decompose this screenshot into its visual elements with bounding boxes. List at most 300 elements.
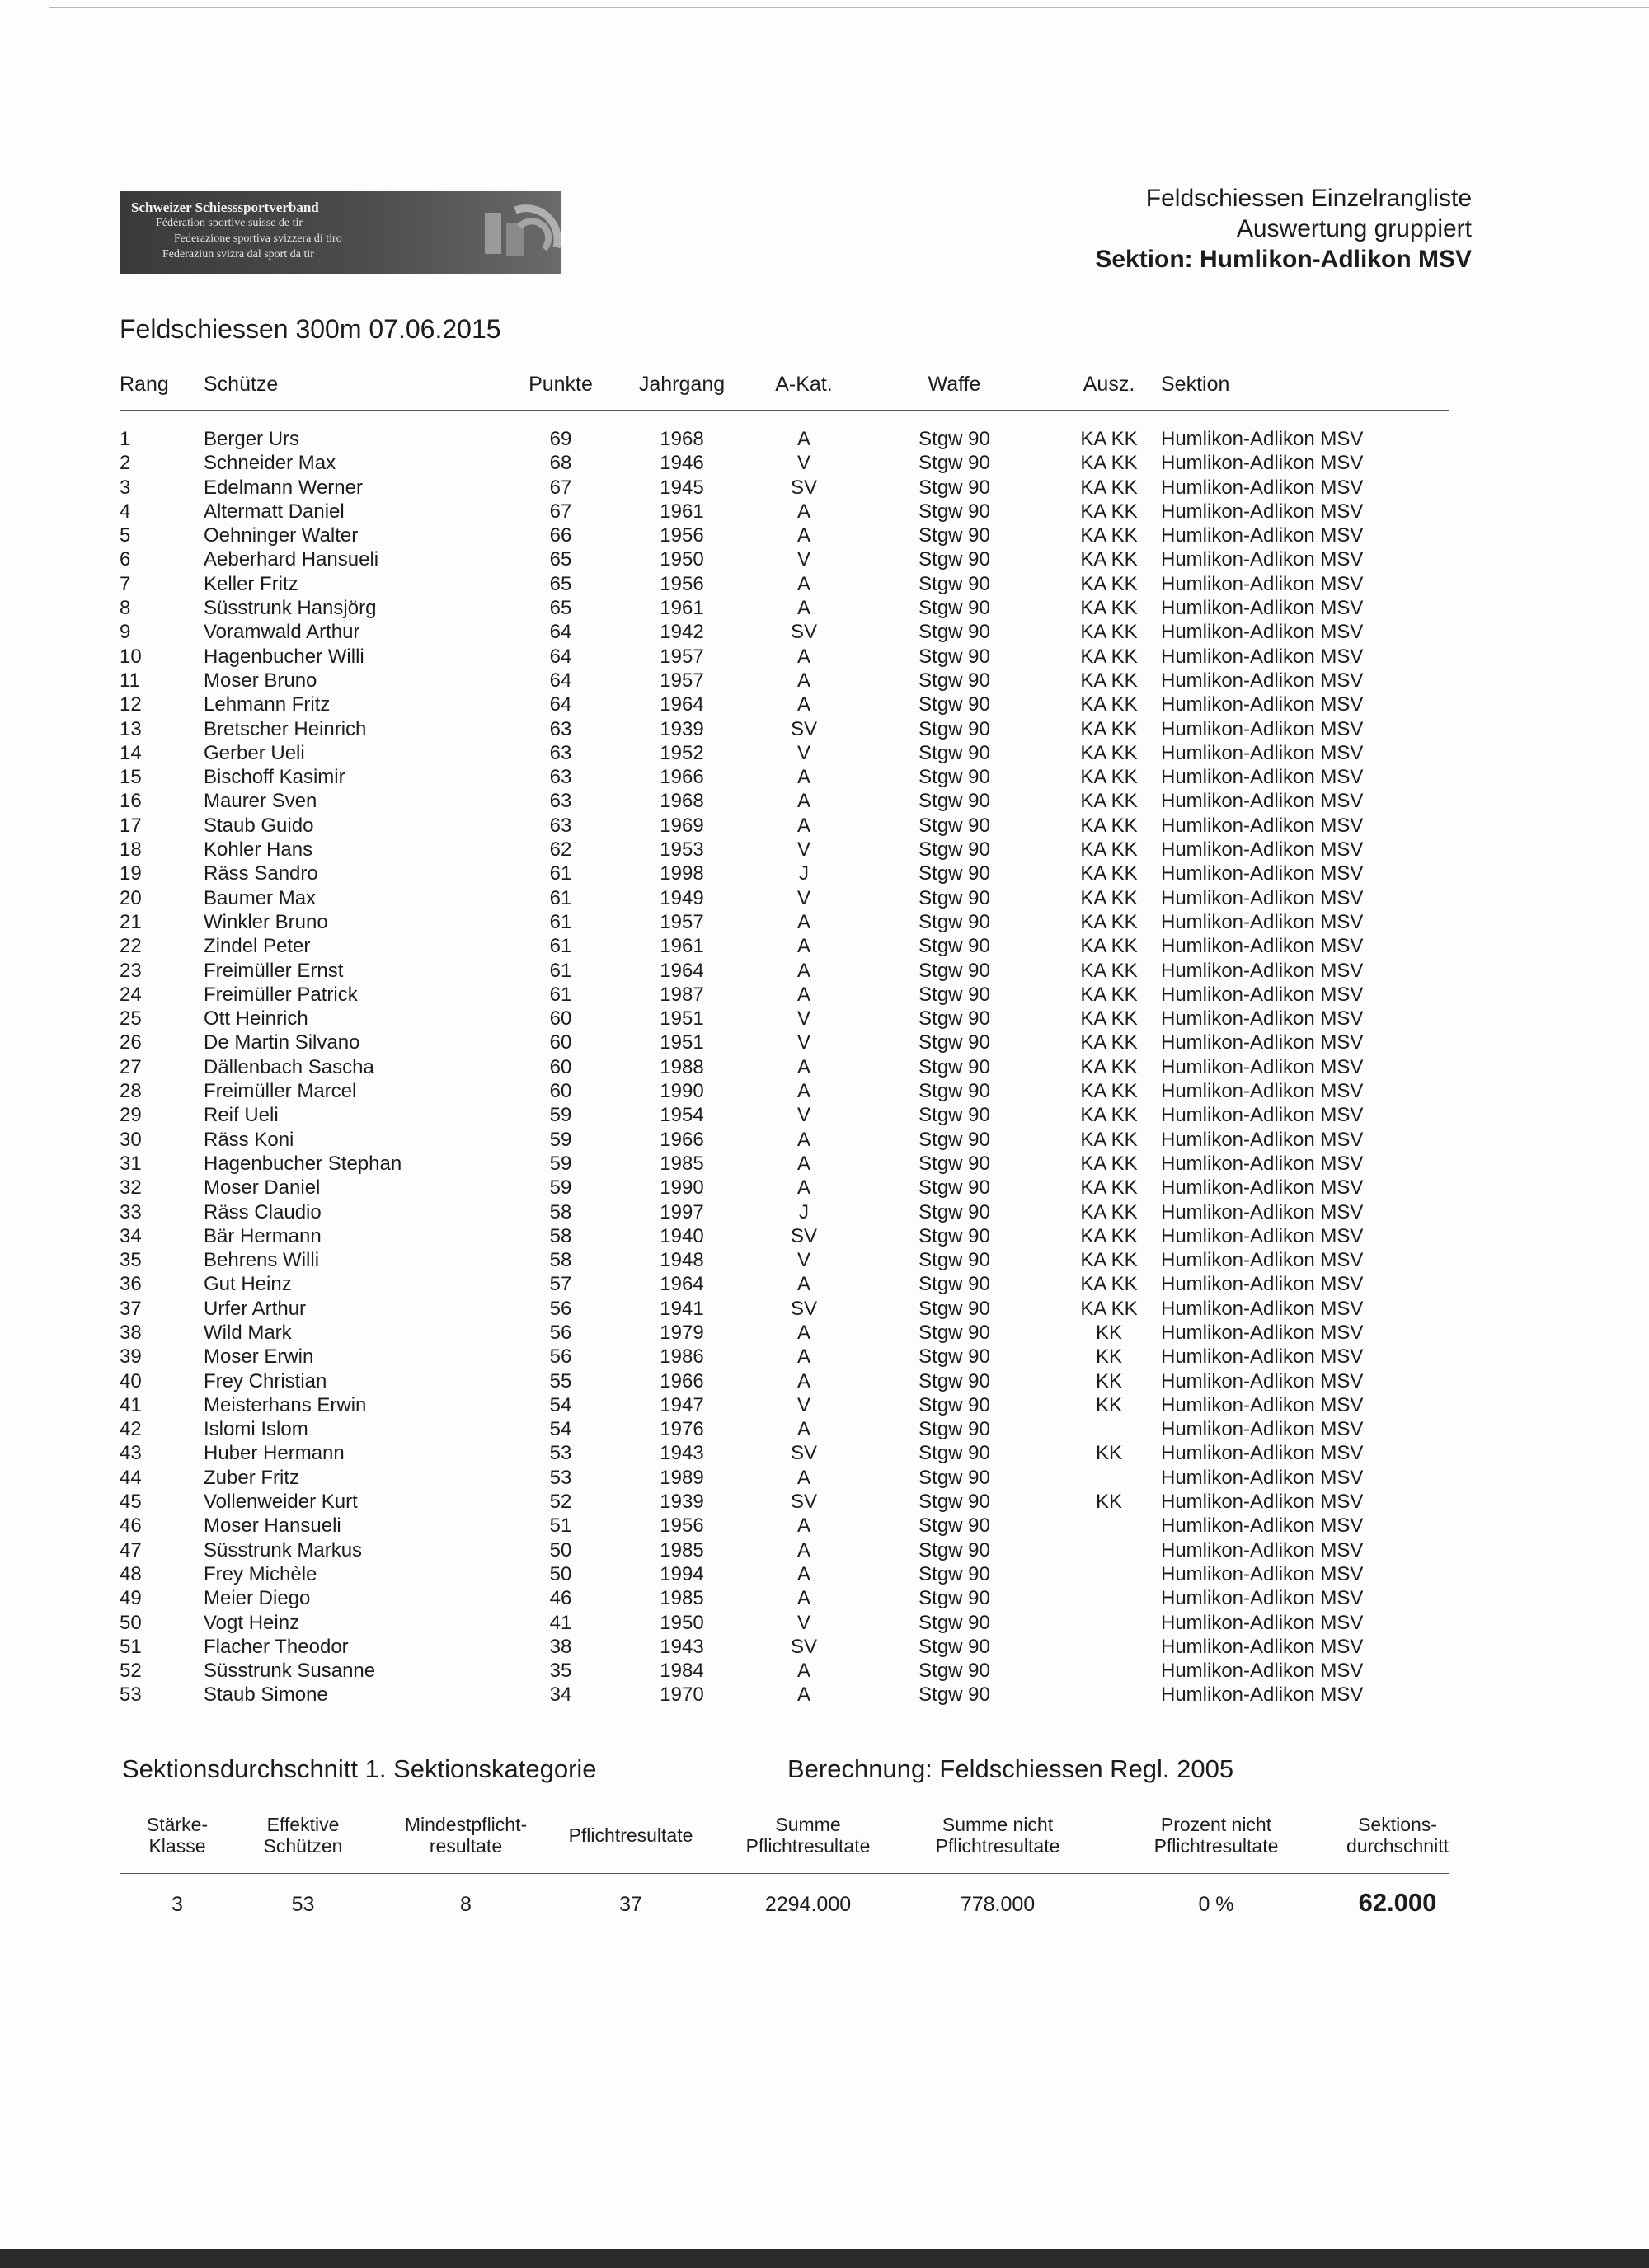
cell-waffe: Stgw 90: [918, 572, 990, 595]
cell-schuetze: Moser Hansueli: [204, 1514, 341, 1538]
cell-schuetze: Berger Urs: [204, 428, 300, 450]
cell-waffe: Stgw 90: [918, 693, 990, 716]
cell-a-kat: A: [796, 1660, 810, 1683]
cell-ausz: KK: [1095, 1321, 1122, 1344]
cell-jahrgang: 1956: [660, 524, 704, 547]
cell-sektion: Humlikon-Adlikon MSV: [1161, 1080, 1364, 1103]
table-row: [0, 934, 1649, 958]
target-emblem-icon: [470, 198, 561, 274]
cell-punkte: 58: [549, 1200, 572, 1223]
cell-rang: 20: [120, 886, 142, 909]
table-row: [0, 1152, 1649, 1176]
federation-logo: [120, 191, 561, 274]
table-row: [0, 1200, 1649, 1224]
cell-schuetze: Meier Diego: [204, 1587, 311, 1610]
cell-waffe: Stgw 90: [918, 741, 990, 764]
cell-ausz: KA KK: [1080, 669, 1138, 692]
cell-waffe: Stgw 90: [918, 790, 990, 813]
cell-sektion: Humlikon-Adlikon MSV: [1161, 1200, 1364, 1223]
table-row: [0, 1103, 1649, 1127]
cell-jahrgang: 1942: [660, 621, 704, 644]
table-row: [0, 765, 1649, 789]
cell-schuetze: Vogt Heinz: [204, 1611, 300, 1634]
cell-a-kat: A: [796, 428, 810, 450]
cell-schuetze: Süsstrunk Markus: [204, 1538, 363, 1561]
cell-rang: 30: [120, 1128, 142, 1151]
cell-punkte: 56: [549, 1345, 572, 1369]
cell-a-kat: A: [796, 814, 810, 837]
cell-ausz: KA KK: [1080, 452, 1138, 475]
cell-rang: 16: [120, 790, 142, 813]
cell-jahrgang: 1994: [660, 1562, 704, 1585]
cell-waffe: Stgw 90: [918, 1055, 990, 1078]
cell-waffe: Stgw 90: [918, 1273, 990, 1296]
cell-sektion: Humlikon-Adlikon MSV: [1161, 1321, 1364, 1344]
cell-rang: 23: [120, 959, 142, 982]
cell-sektion: Humlikon-Adlikon MSV: [1161, 1418, 1364, 1441]
cell-schuetze: Bretscher Heinrich: [204, 717, 367, 740]
cell-rang: 50: [120, 1611, 142, 1634]
cell-sektion: Humlikon-Adlikon MSV: [1161, 428, 1364, 450]
cell-a-kat: A: [796, 524, 810, 547]
cell-jahrgang: 1957: [660, 669, 704, 692]
cell-rang: 53: [120, 1683, 142, 1707]
cell-waffe: Stgw 90: [918, 1562, 990, 1585]
cell-ausz: KA KK: [1080, 935, 1138, 958]
cell-schuetze: Freimüller Marcel: [204, 1080, 357, 1103]
cell-ausz: KK: [1095, 1345, 1122, 1369]
cell-rang: 3: [120, 476, 131, 499]
sum-value-mindest: 8: [460, 1893, 472, 1916]
table-row: [0, 1176, 1649, 1200]
col-header-ausz: Ausz.: [1083, 373, 1135, 396]
cell-rang: 25: [120, 1007, 142, 1031]
cell-schuetze: Hagenbucher Stephan: [204, 1152, 402, 1175]
cell-sektion: Humlikon-Adlikon MSV: [1161, 1128, 1364, 1151]
cell-rang: 42: [120, 1418, 142, 1441]
cell-sektion: Humlikon-Adlikon MSV: [1161, 838, 1364, 862]
cell-schuetze: Meisterhans Erwin: [204, 1393, 367, 1416]
cell-punkte: 60: [549, 1055, 572, 1078]
sum-header-summe-nicht: Summe nicht Pflichtresultate: [935, 1814, 1060, 1857]
cell-sektion: Humlikon-Adlikon MSV: [1161, 862, 1364, 885]
cell-sektion: Humlikon-Adlikon MSV: [1161, 1491, 1364, 1514]
cell-schuetze: Keller Fritz: [204, 572, 298, 595]
cell-punkte: 65: [549, 597, 572, 620]
cell-ausz: KA KK: [1080, 645, 1138, 668]
cell-sektion: Humlikon-Adlikon MSV: [1161, 1369, 1364, 1392]
cell-a-kat: A: [796, 693, 810, 716]
cell-ausz: KA KK: [1080, 1055, 1138, 1078]
cell-a-kat: V: [796, 886, 810, 909]
cell-jahrgang: 1968: [660, 790, 704, 813]
cell-schuetze: Baumer Max: [204, 886, 317, 909]
cell-schuetze: Winkler Bruno: [204, 910, 328, 933]
cell-schuetze: Kohler Hans: [204, 838, 313, 862]
cell-schuetze: Lehmann Fritz: [204, 693, 331, 716]
cell-sektion: Humlikon-Adlikon MSV: [1161, 452, 1364, 475]
cell-rang: 14: [120, 741, 142, 764]
cell-jahrgang: 1988: [660, 1055, 704, 1078]
cell-waffe: Stgw 90: [918, 1514, 990, 1538]
cell-waffe: Stgw 90: [918, 621, 990, 644]
cell-a-kat: A: [796, 790, 810, 813]
cell-punkte: 60: [549, 1007, 572, 1031]
cell-waffe: Stgw 90: [918, 428, 990, 450]
cell-a-kat: SV: [790, 1491, 817, 1514]
cell-a-kat: SV: [790, 717, 817, 740]
cell-jahrgang: 1945: [660, 476, 704, 499]
table-row: [0, 1611, 1649, 1635]
cell-waffe: Stgw 90: [918, 452, 990, 475]
cell-sektion: Humlikon-Adlikon MSV: [1161, 1152, 1364, 1175]
cell-punkte: 63: [549, 717, 572, 740]
cell-a-kat: A: [796, 1683, 810, 1707]
cell-a-kat: A: [796, 1369, 810, 1392]
cell-sektion: Humlikon-Adlikon MSV: [1161, 1273, 1364, 1296]
col-header-schuetze: Schütze: [204, 373, 279, 396]
cell-jahrgang: 1951: [660, 1031, 704, 1054]
cell-a-kat: V: [796, 1104, 810, 1127]
cell-punkte: 58: [549, 1224, 572, 1247]
summary-rule-bottom: [120, 1873, 1449, 1874]
cell-ausz: KA KK: [1080, 597, 1138, 620]
cell-a-kat: A: [796, 1273, 810, 1296]
cell-punkte: 68: [549, 452, 572, 475]
cell-sektion: Humlikon-Adlikon MSV: [1161, 741, 1364, 764]
cell-ausz: KK: [1095, 1369, 1122, 1392]
cell-schuetze: Räss Sandro: [204, 862, 318, 885]
cell-schuetze: Behrens Willi: [204, 1249, 320, 1272]
cell-waffe: Stgw 90: [918, 1128, 990, 1151]
cell-schuetze: Moser Erwin: [204, 1345, 314, 1369]
sum-header-pflicht: Pflichtresultate: [568, 1824, 693, 1846]
cell-punkte: 65: [549, 572, 572, 595]
cell-a-kat: V: [796, 741, 810, 764]
cell-rang: 34: [120, 1224, 142, 1247]
cell-jahrgang: 1953: [660, 838, 704, 862]
cell-punkte: 38: [549, 1635, 572, 1658]
cell-sektion: Humlikon-Adlikon MSV: [1161, 1176, 1364, 1200]
cell-sektion: Humlikon-Adlikon MSV: [1161, 1249, 1364, 1272]
cell-a-kat: SV: [790, 1635, 817, 1658]
cell-ausz: KA KK: [1080, 983, 1138, 1006]
cell-ausz: KA KK: [1080, 1031, 1138, 1054]
cell-punkte: 50: [549, 1562, 572, 1585]
cell-waffe: Stgw 90: [918, 1466, 990, 1489]
sum-header-mindest: Mindestpflicht- resultate: [404, 1814, 528, 1857]
cell-a-kat: A: [796, 1466, 810, 1489]
cell-waffe: Stgw 90: [918, 1176, 990, 1200]
cell-rang: 15: [120, 766, 142, 789]
table-row: [0, 1538, 1649, 1562]
sum-value-staerke: 3: [171, 1893, 183, 1916]
table-row: [0, 1466, 1649, 1490]
cell-punkte: 64: [549, 693, 572, 716]
table-row: [0, 886, 1649, 910]
cell-rang: 44: [120, 1466, 142, 1489]
cell-rang: 6: [120, 548, 131, 571]
cell-punkte: 61: [549, 983, 572, 1006]
cell-ausz: KA KK: [1080, 428, 1138, 450]
cell-jahrgang: 1957: [660, 645, 704, 668]
cell-waffe: Stgw 90: [918, 500, 990, 523]
cell-a-kat: A: [796, 935, 810, 958]
cell-a-kat: A: [796, 910, 810, 933]
cell-waffe: Stgw 90: [918, 1491, 990, 1514]
cell-sektion: Humlikon-Adlikon MSV: [1161, 1514, 1364, 1538]
cell-ausz: KA KK: [1080, 862, 1138, 885]
cell-ausz: KA KK: [1080, 1224, 1138, 1247]
cell-a-kat: A: [796, 1538, 810, 1561]
cell-ausz: KA KK: [1080, 1080, 1138, 1103]
cell-a-kat: A: [796, 983, 810, 1006]
cell-punkte: 58: [549, 1249, 572, 1272]
logo-line-3: Federazione sportiva svizzera di tiro: [174, 232, 342, 245]
table-row: [0, 1128, 1649, 1152]
cell-rang: 13: [120, 717, 142, 740]
table-row: [0, 451, 1649, 475]
cell-rang: 17: [120, 814, 142, 837]
sum-header-summe: Summe Pflichtresultate: [745, 1814, 871, 1857]
cell-rang: 7: [120, 572, 131, 595]
cell-schuetze: Süsstrunk Susanne: [204, 1660, 376, 1683]
cell-a-kat: A: [796, 1514, 810, 1538]
cell-a-kat: SV: [790, 1442, 817, 1465]
table-row: [0, 1055, 1649, 1079]
sum-header-effektive: Effektive Schützen: [263, 1814, 343, 1857]
table-row: [0, 1514, 1649, 1538]
cell-ausz: KA KK: [1080, 476, 1138, 499]
cell-schuetze: Staub Guido: [204, 814, 314, 837]
cell-schuetze: Ott Heinrich: [204, 1007, 308, 1031]
cell-jahrgang: 1979: [660, 1321, 704, 1344]
report-section: Sektion: Humlikon-Adlikon MSV: [1095, 246, 1472, 273]
cell-waffe: Stgw 90: [918, 1611, 990, 1634]
cell-sektion: Humlikon-Adlikon MSV: [1161, 597, 1364, 620]
cell-a-kat: A: [796, 669, 810, 692]
cell-jahrgang: 1961: [660, 597, 704, 620]
cell-waffe: Stgw 90: [918, 1587, 990, 1610]
cell-schuetze: Maurer Sven: [204, 790, 317, 813]
cell-sektion: Humlikon-Adlikon MSV: [1161, 935, 1364, 958]
table-row: [0, 1369, 1649, 1393]
cell-waffe: Stgw 90: [918, 1152, 990, 1175]
cell-a-kat: A: [796, 1152, 810, 1175]
cell-sektion: Humlikon-Adlikon MSV: [1161, 814, 1364, 837]
cell-rang: 43: [120, 1442, 142, 1465]
table-row: [0, 500, 1649, 524]
table-row: [0, 524, 1649, 547]
cell-sektion: Humlikon-Adlikon MSV: [1161, 1611, 1364, 1634]
cell-jahrgang: 1954: [660, 1104, 704, 1127]
cell-punkte: 62: [549, 838, 572, 862]
cell-jahrgang: 1964: [660, 693, 704, 716]
cell-jahrgang: 1990: [660, 1080, 704, 1103]
cell-jahrgang: 1968: [660, 428, 704, 450]
cell-ausz: KA KK: [1080, 1104, 1138, 1127]
col-header-sektion: Sektion: [1161, 373, 1230, 396]
cell-a-kat: A: [796, 572, 810, 595]
cell-waffe: Stgw 90: [918, 1224, 990, 1247]
report-title: Feldschiessen Einzelrangliste: [1145, 185, 1472, 212]
cell-jahrgang: 1985: [660, 1587, 704, 1610]
cell-ausz: KA KK: [1080, 717, 1138, 740]
cell-sektion: Humlikon-Adlikon MSV: [1161, 1562, 1364, 1585]
cell-ausz: KK: [1095, 1442, 1122, 1465]
cell-rang: 26: [120, 1031, 142, 1054]
cell-waffe: Stgw 90: [918, 1345, 990, 1369]
cell-ausz: KK: [1095, 1393, 1122, 1416]
cell-waffe: Stgw 90: [918, 1418, 990, 1441]
cell-rang: 46: [120, 1514, 142, 1538]
cell-punkte: 53: [549, 1466, 572, 1489]
sum-header-staerke: Stärke- Klasse: [146, 1814, 209, 1857]
cell-schuetze: Urfer Arthur: [204, 1297, 307, 1320]
cell-jahrgang: 1966: [660, 1128, 704, 1151]
cell-ausz: KA KK: [1080, 1273, 1138, 1296]
cell-jahrgang: 1969: [660, 814, 704, 837]
cell-rang: 2: [120, 452, 131, 475]
summary-title: Sektionsdurchschnitt 1. Sektionskategorie: [122, 1754, 597, 1783]
table-row: [0, 1562, 1649, 1586]
cell-rang: 27: [120, 1055, 142, 1078]
col-header-waffe: Waffe: [928, 373, 981, 396]
cell-a-kat: V: [796, 1249, 810, 1272]
table-row: [0, 1417, 1649, 1441]
table-row: [0, 983, 1649, 1007]
cell-punkte: 67: [549, 500, 572, 523]
cell-waffe: Stgw 90: [918, 838, 990, 862]
col-header-jahrgang: Jahrgang: [638, 373, 726, 396]
cell-schuetze: Süsstrunk Hansjörg: [204, 597, 377, 620]
cell-waffe: Stgw 90: [918, 717, 990, 740]
cell-rang: 11: [120, 669, 140, 692]
cell-ausz: KA KK: [1080, 1176, 1138, 1200]
cell-rang: 41: [120, 1393, 142, 1416]
table-row: [0, 427, 1649, 451]
cell-jahrgang: 1987: [660, 983, 704, 1006]
cell-jahrgang: 1940: [660, 1224, 704, 1247]
table-row: [0, 1490, 1649, 1514]
header-rule-bottom: [120, 410, 1449, 411]
cell-rang: 31: [120, 1152, 142, 1175]
cell-rang: 8: [120, 597, 131, 620]
cell-waffe: Stgw 90: [918, 910, 990, 933]
cell-jahrgang: 1941: [660, 1297, 704, 1320]
cell-schuetze: De Martin Silvano: [204, 1031, 360, 1054]
cell-jahrgang: 1989: [660, 1466, 704, 1489]
cell-a-kat: SV: [790, 476, 817, 499]
cell-rang: 9: [120, 621, 131, 644]
cell-ausz: KK: [1095, 1491, 1122, 1514]
cell-punkte: 59: [549, 1104, 572, 1127]
cell-punkte: 64: [549, 621, 572, 644]
cell-jahrgang: 1939: [660, 717, 704, 740]
cell-schuetze: Voramwald Arthur: [204, 621, 360, 644]
cell-sektion: Humlikon-Adlikon MSV: [1161, 886, 1364, 909]
cell-a-kat: A: [796, 1128, 810, 1151]
cell-punkte: 63: [549, 814, 572, 837]
cell-schuetze: Dällenbach Sascha: [204, 1055, 374, 1078]
cell-punkte: 60: [549, 1031, 572, 1054]
cell-ausz: KA KK: [1080, 814, 1138, 837]
event-subtitle: Feldschiessen 300m 07.06.2015: [120, 314, 501, 344]
table-row: [0, 1321, 1649, 1345]
cell-sektion: Humlikon-Adlikon MSV: [1161, 1055, 1364, 1078]
table-row: [0, 1635, 1649, 1659]
table-row: [0, 1659, 1649, 1683]
cell-punkte: 54: [549, 1418, 572, 1441]
cell-sektion: Humlikon-Adlikon MSV: [1161, 717, 1364, 740]
table-row: [0, 910, 1649, 934]
cell-a-kat: SV: [790, 621, 817, 644]
cell-jahrgang: 1950: [660, 548, 704, 571]
cell-jahrgang: 1985: [660, 1538, 704, 1561]
cell-sektion: Humlikon-Adlikon MSV: [1161, 1393, 1364, 1416]
cell-schuetze: Räss Koni: [204, 1128, 294, 1151]
cell-schuetze: Oehninger Walter: [204, 524, 359, 547]
cell-waffe: Stgw 90: [918, 1538, 990, 1561]
cell-sektion: Humlikon-Adlikon MSV: [1161, 1466, 1364, 1489]
table-row: [0, 1031, 1649, 1054]
cell-schuetze: Altermatt Daniel: [204, 500, 345, 523]
cell-jahrgang: 1964: [660, 1273, 704, 1296]
cell-punkte: 61: [549, 862, 572, 885]
cell-waffe: Stgw 90: [918, 862, 990, 885]
cell-jahrgang: 1990: [660, 1176, 704, 1200]
cell-schuetze: Edelmann Werner: [204, 476, 363, 499]
cell-waffe: Stgw 90: [918, 1297, 990, 1320]
cell-waffe: Stgw 90: [918, 1369, 990, 1392]
cell-a-kat: A: [796, 1418, 810, 1441]
cell-punkte: 69: [549, 428, 572, 450]
cell-ausz: KA KK: [1080, 500, 1138, 523]
cell-schuetze: Staub Simone: [204, 1683, 328, 1707]
cell-jahrgang: 1985: [660, 1152, 704, 1175]
cell-rang: 33: [120, 1200, 142, 1223]
cell-sektion: Humlikon-Adlikon MSV: [1161, 1442, 1364, 1465]
cell-ausz: KA KK: [1080, 1007, 1138, 1031]
cell-a-kat: A: [796, 766, 810, 789]
cell-a-kat: A: [796, 1562, 810, 1585]
cell-ausz: KA KK: [1080, 838, 1138, 862]
table-row: [0, 959, 1649, 983]
cell-rang: 51: [120, 1635, 142, 1658]
cell-waffe: Stgw 90: [918, 1393, 990, 1416]
cell-waffe: Stgw 90: [918, 1104, 990, 1127]
cell-a-kat: A: [796, 1587, 810, 1610]
page-top-edge: [49, 7, 1649, 8]
cell-schuetze: Freimüller Patrick: [204, 983, 358, 1006]
table-row: [0, 1224, 1649, 1248]
cell-sektion: Humlikon-Adlikon MSV: [1161, 1104, 1364, 1127]
cell-schuetze: Räss Claudio: [204, 1200, 322, 1223]
cell-sektion: Humlikon-Adlikon MSV: [1161, 983, 1364, 1006]
cell-a-kat: V: [796, 1393, 810, 1416]
sum-value-summe-nicht: 778.000: [960, 1893, 1036, 1916]
cell-waffe: Stgw 90: [918, 935, 990, 958]
cell-a-kat: A: [796, 645, 810, 668]
cell-jahrgang: 1943: [660, 1442, 704, 1465]
cell-jahrgang: 1986: [660, 1345, 704, 1369]
col-header-a-kat: A-Kat.: [775, 373, 833, 396]
cell-rang: 49: [120, 1587, 142, 1610]
cell-rang: 5: [120, 524, 131, 547]
cell-schuetze: Moser Bruno: [204, 669, 317, 692]
cell-sektion: Humlikon-Adlikon MSV: [1161, 1031, 1364, 1054]
cell-rang: 48: [120, 1562, 142, 1585]
